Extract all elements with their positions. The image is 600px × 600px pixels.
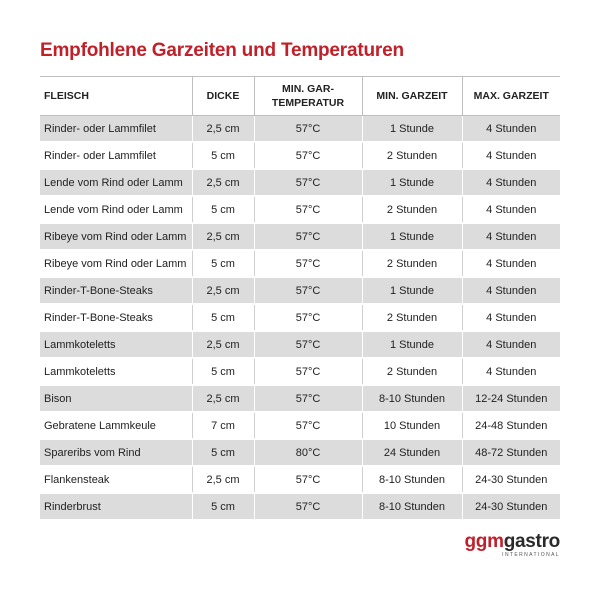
cell-thickness: 2,5 cm <box>192 116 254 143</box>
cell-max-time: 24-30 Stunden <box>462 466 560 493</box>
cell-meat: Ribeye vom Rind oder Lamm <box>40 223 192 250</box>
cell-meat: Bison <box>40 385 192 412</box>
cell-min-time: 1 Stunde <box>362 277 462 304</box>
cell-min-time: 1 Stunde <box>362 331 462 358</box>
logo-part-gastro: gastro <box>503 531 560 552</box>
table-row <box>40 466 560 493</box>
logo-subtitle: INTERNATIONAL <box>502 552 560 558</box>
logo-part-ggm: ggm <box>464 531 504 552</box>
cell-min-time: 8-10 Stunden <box>362 385 462 412</box>
cell-thickness: 5 cm <box>192 196 254 223</box>
cell-min-time: 2 Stunden <box>362 196 462 223</box>
header-min-temperature-line1: MIN. GAR- <box>282 83 334 95</box>
header-meat: FLEISCH <box>40 77 192 116</box>
cell-min-time: 1 Stunde <box>362 223 462 250</box>
page-title: Empfohlene Garzeiten und Temperaturen <box>40 40 404 61</box>
cell-min-temperature: 57°C <box>254 223 362 250</box>
cell-meat: Rinder- oder Lammfilet <box>40 116 192 143</box>
table-row <box>40 142 560 169</box>
cell-meat: Rinder-T-Bone-Steaks <box>40 304 192 331</box>
table-row <box>40 277 560 304</box>
cell-max-time: 4 Stunden <box>462 196 560 223</box>
header-max-time: MAX. GARZEIT <box>462 77 560 116</box>
cell-meat: Rinderbrust <box>40 493 192 520</box>
cell-meat: Rinder-T-Bone-Steaks <box>40 277 192 304</box>
cell-min-temperature: 57°C <box>254 331 362 358</box>
cell-max-time: 4 Stunden <box>462 223 560 250</box>
table-header <box>40 77 560 116</box>
cell-min-time: 2 Stunden <box>362 250 462 277</box>
cell-thickness: 5 cm <box>192 250 254 277</box>
cell-min-temperature: 57°C <box>254 169 362 196</box>
table-row <box>40 385 560 412</box>
cell-meat: Rinder- oder Lammfilet <box>40 142 192 169</box>
cell-meat: Flankensteak <box>40 466 192 493</box>
cell-min-time: 10 Stunden <box>362 412 462 439</box>
cell-min-time: 2 Stunden <box>362 142 462 169</box>
cell-max-time: 4 Stunden <box>462 142 560 169</box>
cell-max-time: 4 Stunden <box>462 169 560 196</box>
cell-meat: Lammkoteletts <box>40 331 192 358</box>
cell-min-temperature: 57°C <box>254 304 362 331</box>
cell-min-temperature: 57°C <box>254 116 362 143</box>
cell-meat: Lammkoteletts <box>40 358 192 385</box>
cell-thickness: 5 cm <box>192 142 254 169</box>
cell-max-time: 12-24 Stunden <box>462 385 560 412</box>
cell-thickness: 7 cm <box>192 412 254 439</box>
cell-thickness: 2,5 cm <box>192 331 254 358</box>
cell-max-time: 24-48 Stunden <box>462 412 560 439</box>
cell-min-time: 8-10 Stunden <box>362 466 462 493</box>
cell-min-temperature: 57°C <box>254 358 362 385</box>
table-row <box>40 331 560 358</box>
cell-min-temperature: 57°C <box>254 277 362 304</box>
cell-min-time: 2 Stunden <box>362 358 462 385</box>
cell-thickness: 2,5 cm <box>192 223 254 250</box>
table-row <box>40 116 560 143</box>
cell-min-time: 2 Stunden <box>362 304 462 331</box>
cell-min-temperature: 57°C <box>254 466 362 493</box>
cell-thickness: 2,5 cm <box>192 169 254 196</box>
cell-min-time: 1 Stunde <box>362 116 462 143</box>
cell-min-temperature: 57°C <box>254 250 362 277</box>
header-thickness: DICKE <box>192 77 254 116</box>
cell-max-time: 48-72 Stunden <box>462 439 560 466</box>
table-row <box>40 223 560 250</box>
cell-max-time: 24-30 Stunden <box>462 493 560 520</box>
header-min-temperature-line2: TEMPERATUR <box>271 97 345 109</box>
table-row <box>40 358 560 385</box>
table-row <box>40 169 560 196</box>
logo-wordmark <box>465 532 561 552</box>
table-row <box>40 493 560 520</box>
table-row <box>40 304 560 331</box>
table-body <box>40 116 560 521</box>
cell-max-time: 4 Stunden <box>462 277 560 304</box>
table-row <box>40 412 560 439</box>
cell-min-temperature: 57°C <box>254 385 362 412</box>
cell-max-time: 4 Stunden <box>462 116 560 143</box>
cell-min-temperature: 80°C <box>254 439 362 466</box>
cell-max-time: 4 Stunden <box>462 331 560 358</box>
cell-min-temperature: 57°C <box>254 142 362 169</box>
table-row <box>40 196 560 223</box>
cell-min-temperature: 57°C <box>254 196 362 223</box>
cell-thickness: 2,5 cm <box>192 385 254 412</box>
cell-thickness: 2,5 cm <box>192 466 254 493</box>
cell-thickness: 5 cm <box>192 358 254 385</box>
cell-thickness: 5 cm <box>192 439 254 466</box>
cell-meat: Spareribs vom Rind <box>40 439 192 466</box>
cell-min-temperature: 57°C <box>254 412 362 439</box>
cell-meat: Lende vom Rind oder Lamm <box>40 169 192 196</box>
cell-thickness: 5 cm <box>192 493 254 520</box>
cell-max-time: 4 Stunden <box>462 250 560 277</box>
cell-meat: Lende vom Rind oder Lamm <box>40 196 192 223</box>
table-row <box>40 250 560 277</box>
cell-min-temperature: 57°C <box>254 493 362 520</box>
cell-meat: Ribeye vom Rind oder Lamm <box>40 250 192 277</box>
cell-max-time: 4 Stunden <box>462 304 560 331</box>
cell-min-time: 1 Stunde <box>362 169 462 196</box>
cooking-times-table <box>40 76 560 521</box>
cell-thickness: 2,5 cm <box>192 277 254 304</box>
cell-min-time: 8-10 Stunden <box>362 493 462 520</box>
brand-logo <box>465 532 561 558</box>
header-row <box>40 77 560 116</box>
header-min-temperature <box>254 77 362 116</box>
cell-thickness: 5 cm <box>192 304 254 331</box>
table-row <box>40 439 560 466</box>
cell-min-time: 24 Stunden <box>362 439 462 466</box>
cell-meat: Gebratene Lammkeule <box>40 412 192 439</box>
cell-max-time: 4 Stunden <box>462 358 560 385</box>
header-min-time: MIN. GARZEIT <box>362 77 462 116</box>
